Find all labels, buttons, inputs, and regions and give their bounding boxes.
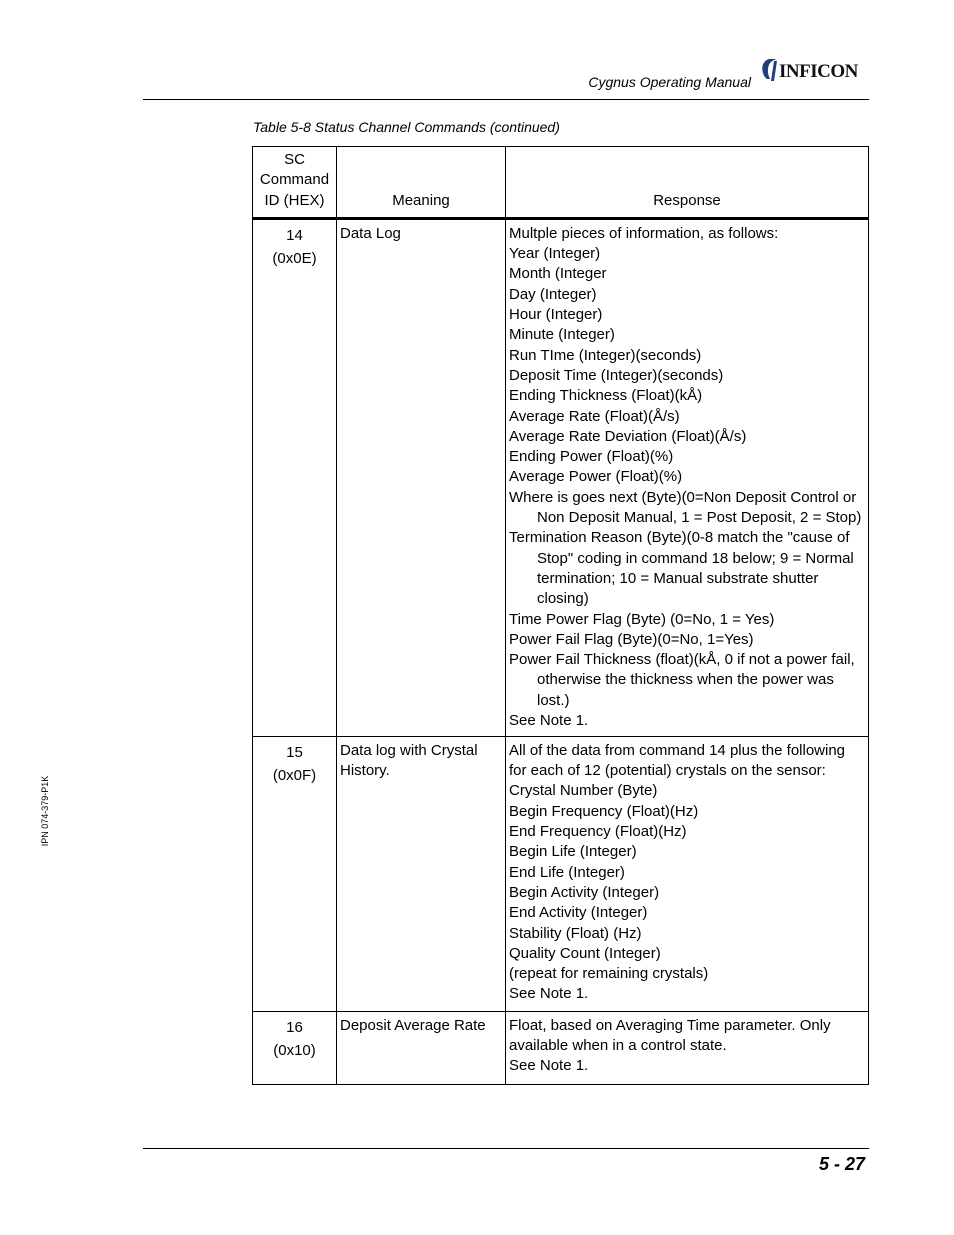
response-line: Begin Frequency (Float)(Hz) xyxy=(509,802,699,820)
logo-wordmark: INFICON xyxy=(779,61,858,82)
response-line: Deposit Time (Integer)(seconds) xyxy=(509,366,724,384)
response-line: Power Fail Flag (Byte)(0=No, 1=Yes) xyxy=(509,630,754,648)
header-meaning: Meaning xyxy=(337,147,506,219)
manual-title: Cygnus Operating Manual xyxy=(588,74,751,90)
command-id-dec: 15 xyxy=(286,743,303,761)
status-channel-commands-table xyxy=(252,146,869,1085)
response-line: See Note 1. xyxy=(509,985,589,1003)
response-line: End Life (Integer) xyxy=(509,863,625,881)
command-id-cell xyxy=(253,1011,337,1084)
response-line: Quality Count (Integer) xyxy=(509,944,661,962)
ipn-text: IPN 074-379-P1K xyxy=(40,775,50,847)
response-cell xyxy=(506,1011,869,1084)
response-line: See Note 1. xyxy=(509,1057,589,1075)
table-row xyxy=(253,218,869,736)
response-line: Time Power Flag (Byte) (0=No, 1 = Yes) xyxy=(509,610,775,628)
response-line: Multple pieces of information, as follows: xyxy=(509,224,779,242)
header-rule xyxy=(143,99,869,100)
response-line: Year (Integer) xyxy=(509,245,601,263)
command-id-dec: 14 xyxy=(286,226,303,244)
response-line: Termination Reason (Byte)(0-8 match the "cause of Stop" coding in command 18 below; 9 = Normal termination; 10 = Manual substrate shutter closing) xyxy=(509,529,854,608)
response-line: End Activity (Integer) xyxy=(509,904,648,922)
page-number: 5 - 27 xyxy=(818,1154,865,1174)
response-line: Crystal Number (Byte) xyxy=(509,782,658,800)
response-line: All of the data from command 14 plus the following for each of 12 (potential) crystals on the sensor: xyxy=(509,741,846,780)
response-line: Begin Activity (Integer) xyxy=(509,883,660,901)
header-id xyxy=(253,147,337,219)
response-line: Ending Thickness (Float)(kÅ) xyxy=(509,387,703,405)
header-response: Response xyxy=(506,147,869,219)
table-row xyxy=(253,1011,869,1084)
command-id-hex: (0x0E) xyxy=(272,249,317,267)
response-line: Where is goes next (Byte)(0=Non Deposit Control or Non Deposit Manual, 1 = Post Deposit, 2 = Stop) xyxy=(509,488,862,527)
response-line: Run TIme (Integer)(seconds) xyxy=(509,346,702,364)
response-line: Stability (Float) (Hz) xyxy=(509,924,642,942)
response-line: Float, based on Averaging Time parameter. Only available when in a control state. xyxy=(509,1016,831,1055)
response-line: Average Rate Deviation (Float)(Å/s) xyxy=(509,427,747,445)
response-cell xyxy=(506,736,869,1011)
command-id-hex: (0x10) xyxy=(273,1041,316,1059)
response-line: Power Fail Thickness (float)(kÅ, 0 if not a power fail, otherwise the thickness when the power was lost.) xyxy=(509,651,855,709)
response-line: Month (Integer xyxy=(509,265,607,283)
inficon-logo xyxy=(759,57,874,85)
meaning-cell: Data log with Crystal History. xyxy=(337,736,506,1011)
response-line: Hour (Integer) xyxy=(509,306,603,324)
response-line: See Note 1. xyxy=(509,712,589,730)
meaning-cell: Deposit Average Rate xyxy=(337,1011,506,1084)
footer-rule xyxy=(143,1148,869,1149)
meaning-cell: Data Log xyxy=(337,218,506,736)
response-line: Begin Life (Integer) xyxy=(509,843,637,861)
header-id-line: ID (HEX) xyxy=(264,191,325,209)
response-cell xyxy=(506,218,869,736)
response-line: Average Power (Float)(%) xyxy=(509,468,683,486)
response-line: Minute (Integer) xyxy=(509,326,615,344)
header-id-line: Command xyxy=(259,171,330,189)
logo-mark-icon xyxy=(759,57,781,85)
command-id-dec: 16 xyxy=(286,1018,303,1036)
table-caption: Table 5-8 Status Channel Commands (continued) xyxy=(253,119,560,135)
response-line: Average Rate (Float)(Å/s) xyxy=(509,407,680,425)
command-id-cell xyxy=(253,736,337,1011)
table-header-row xyxy=(253,147,869,219)
command-id-hex: (0x0F) xyxy=(272,766,317,784)
header-id-line: SC xyxy=(284,151,305,168)
table-row xyxy=(253,736,869,1011)
response-line: Ending Power (Float)(%) xyxy=(509,448,674,466)
response-line: End Frequency (Float)(Hz) xyxy=(509,823,687,841)
response-line: Day (Integer) xyxy=(509,285,597,303)
command-id-cell xyxy=(253,218,337,736)
response-line: (repeat for remaining crystals) xyxy=(509,965,709,983)
